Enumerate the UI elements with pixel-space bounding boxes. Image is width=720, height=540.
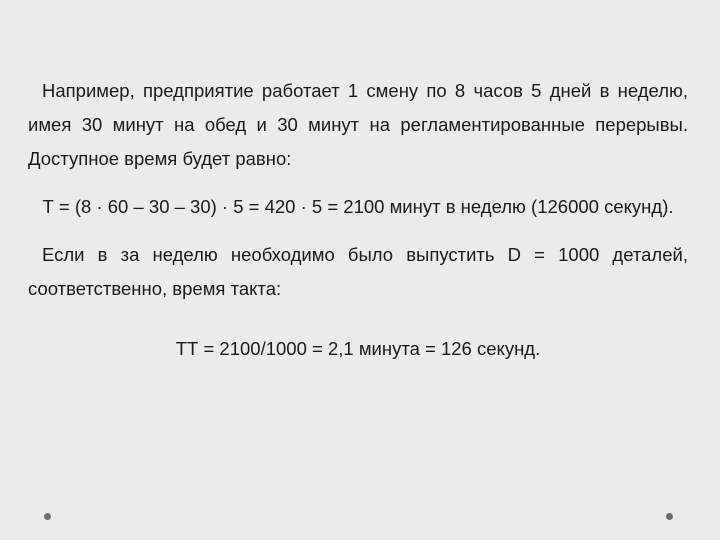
takt-paragraph: Если в за неделю необходимо было выпустить D = 1000 деталей, соответственно, время такта: — [28, 244, 688, 299]
bottom-right-dot-icon — [666, 513, 673, 520]
slide-content — [28, 74, 688, 366]
bottom-left-dot-icon — [44, 513, 51, 520]
takt-time-formula: ТТ = 2100/1000 = 2,1 минута = 126 секунд. — [175, 338, 541, 359]
example-paragraph: Например, предприятие работает 1 смену по 8 часов 5 дней в неделю, имея 30 минут на обед и 30 минут на регламентированные перерывы. Доступное время будет равно: — [28, 80, 688, 169]
available-time-formula: Т = (8 · 60 – 30 – 30) · 5 = 420 · 5 = 2100 минут в неделю (126000 секунд). — [42, 196, 674, 217]
